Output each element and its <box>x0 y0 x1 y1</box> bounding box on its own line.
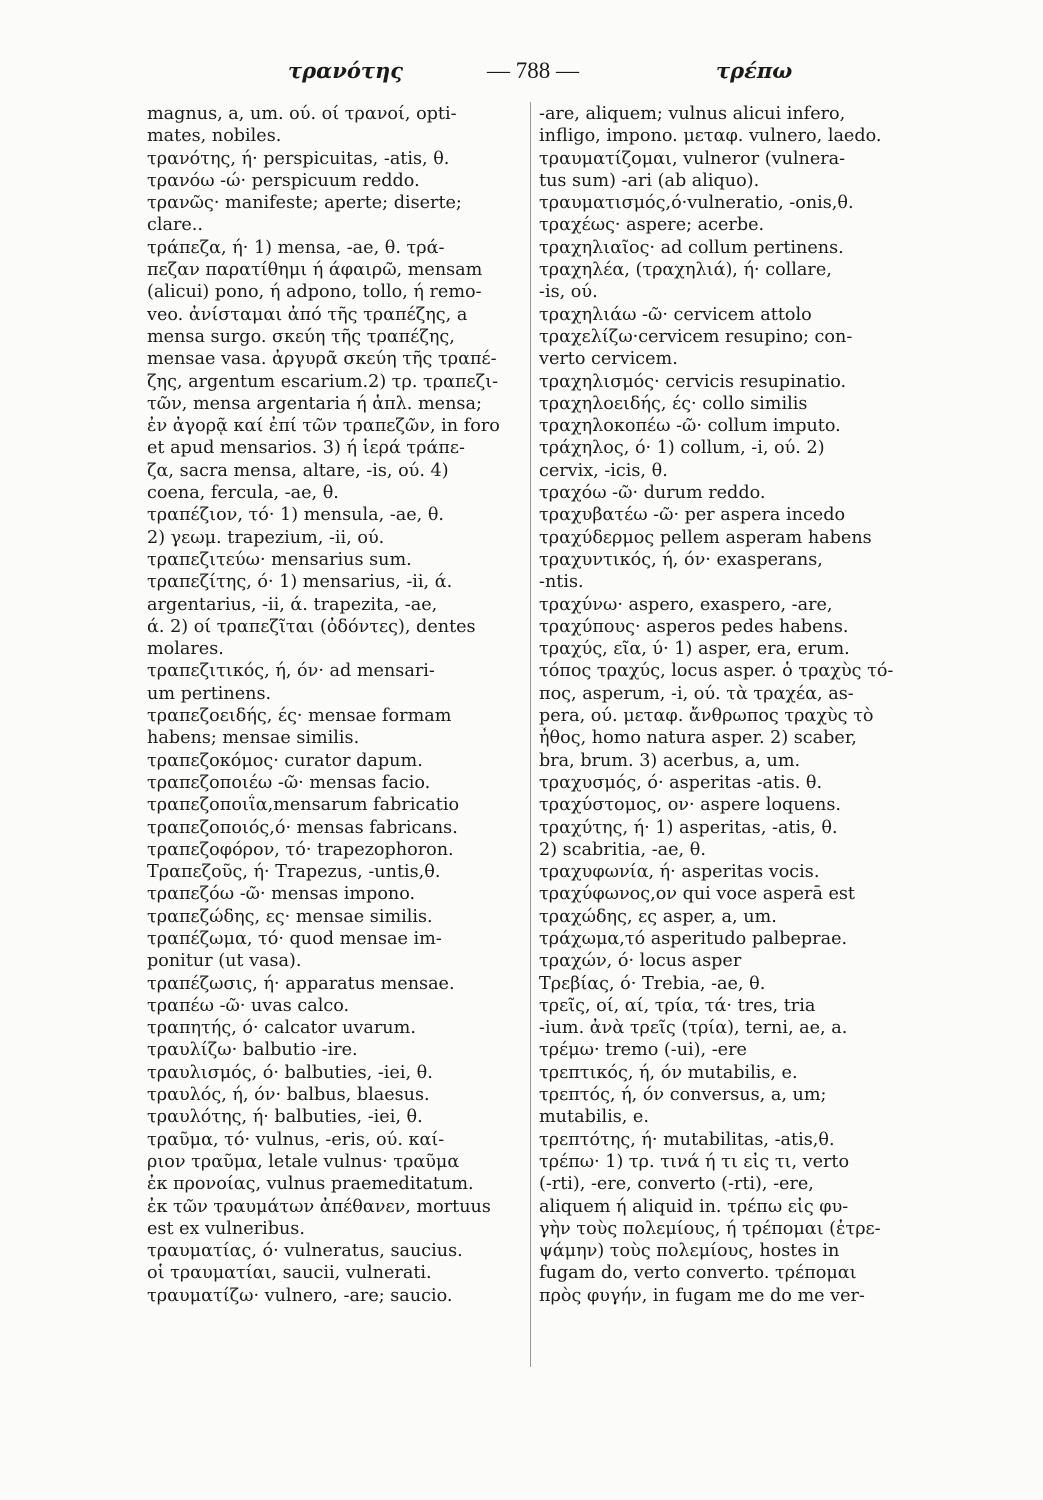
entry-line: (alicui) pono, ή adpono, tollo, ή remo- <box>147 282 482 303</box>
entry-line: Τραπεζοῦς, ή· Trapezus, -untis,θ. <box>147 862 441 883</box>
entry-line: ἐκ τῶν τραυμάτων ἀπέθανεν, mortuus <box>147 1196 491 1217</box>
entry-line: τραχύπους· asperos pedes habens. <box>539 616 849 637</box>
entry-line: τραχύδερμος pellem asperam habens <box>539 527 872 548</box>
entry-line: τραπέζωμα, τό· quod mensae im- <box>147 928 442 949</box>
entry-line: τραπεζώδης, ες· mensae similis. <box>147 906 433 927</box>
entry-line: τραυματίζομαι, vulneror (vulnera- <box>539 148 846 169</box>
entry-line: τραχηλιάω -ῶ· cervicem attolo <box>539 304 812 325</box>
entry-line: τραχυβατέω -ῶ· per aspera incedo <box>539 505 846 526</box>
entry-line: ἦθος, homo natura asper. 2) scaber, <box>539 728 857 749</box>
left-column <box>147 103 539 1307</box>
entry-line: τραπεζιτικός, ή, όν· ad mensari- <box>147 661 435 682</box>
right-guide-word: τρέπω <box>716 58 793 83</box>
entry-line: mutabilis, e. <box>539 1107 649 1128</box>
entry-line: τραχύτης, ή· 1) asperitas, -atis, θ. <box>539 817 838 838</box>
entry-line: bra, brum. 3) acerbus, a, um. <box>539 750 801 771</box>
entry-line: veo. ἀνίσταμαι ἀπό τῆς τραπέζης, a <box>147 304 468 325</box>
entry-line: τραπεζοποιΐα,mensarum fabricatio <box>147 795 460 816</box>
entry-line: πος, asperum, -i, ού. τὰ τραχέα, as- <box>539 683 854 704</box>
entry-line: τραχυφωνία, ή· asperitas vocis. <box>539 862 820 883</box>
entry-line: ἐκ προνοίας, vulnus praemeditatum. <box>147 1174 474 1195</box>
entry-line: ponitur (ut vasa). <box>147 951 302 972</box>
entry-line: τρανῶς· manifeste; aperte; diserte; <box>147 193 462 214</box>
entry-line: infligo, impono. μεταφ. vulnero, laedo. <box>539 126 882 147</box>
entry-line: aliquem ή aliquid in. τρέπω εἰς φυ- <box>539 1196 849 1217</box>
entry-line: τρεπτικός, ή, όν mutabilis, e. <box>539 1062 798 1083</box>
entry-line: pera, ού. μεταφ. ἄνθρωπος τραχὺς τὸ <box>539 706 874 727</box>
entry-line: 2) scabritia, -ae, θ. <box>539 839 706 860</box>
entry-line: verto cervicem. <box>539 349 678 370</box>
entry-line: τῶν, mensa argentaria ή ἁπλ. mensa; <box>147 393 482 414</box>
entry-line: τραπεζίτης, ό· 1) mensarius, -ii, ά. <box>147 572 453 593</box>
entry-line: τραχηλοκοπέω -ῶ· collum imputo. <box>539 416 841 437</box>
entry-line: τραχύς, εῖα, ύ· 1) asper, era, erum. <box>539 639 850 660</box>
entry-line: tus sum) -ari (ab aliquo). <box>539 170 760 191</box>
entry-line: et apud mensarios. 3) ή ἱερά τράπε- <box>147 438 465 459</box>
entry-line: τραπέζωσις, ή· apparatus mensae. <box>147 973 455 994</box>
entry-line: τραχηλιαῖος· ad collum pertinens. <box>539 237 844 258</box>
column-divider <box>530 102 531 1367</box>
entry-line: τραχελίζω·cervicem resupino; con- <box>539 326 853 347</box>
entry-line: τρεπτότης, ή· mutabilitas, -atis,θ. <box>539 1129 835 1150</box>
entry-line: τραπεζοποιός,ό· mensas fabricans. <box>147 817 458 838</box>
entry-line: Τρεβίας, ό· Trebia, -ae, θ. <box>539 973 766 994</box>
page-header <box>0 58 1043 98</box>
entry-line: τραυματισμός,ό·vulneratio, -onis,θ. <box>539 193 854 214</box>
entry-line: οἱ τραυματίαι, saucii, vulnerati. <box>147 1263 432 1284</box>
entry-line: ψάμην) τοὺς πολεμίους, hostes in <box>539 1241 840 1262</box>
entry-line: mensae vasa. ἀργυρᾶ σκεύη τῆς τραπέ- <box>147 349 497 370</box>
entry-line: um pertinens. <box>147 683 272 704</box>
entry-line: πρὸς φυγήν, in fugam me do me ver- <box>539 1285 865 1306</box>
entry-line: ζης, argentum escarium.2) τρ. τραπεζι- <box>147 371 499 392</box>
entry-line: magnus, a, um. ού. οί τρανοί, opti- <box>147 104 457 124</box>
entry-line: τραυματίας, ό· vulneratus, saucius. <box>147 1241 463 1262</box>
entry-line: τραχών, ό· locus asper <box>539 951 742 972</box>
entry-line: ά. 2) οί τραπεζῖται (ὀδόντες), dentes <box>147 616 476 637</box>
entry-line: τραχυσμός, ό· asperitas -atis. θ. <box>539 772 823 793</box>
entry-line: molares. <box>147 639 224 660</box>
entry-line: argentarius, -ii, ά. trapezita, -ae, <box>147 594 438 615</box>
entry-line: ριον τραῦμα, letale vulnus· τραῦμα <box>147 1151 460 1172</box>
entry-line: τραπέω -ῶ· uvas calco. <box>147 995 350 1016</box>
entry-line: τραυλός, ή, όν· balbus, blaesus. <box>147 1085 430 1106</box>
entry-line: mensa surgo. σκεύη τῆς τραπέζης, <box>147 326 455 347</box>
entry-line: τραχηλοειδής, ές· collo similis <box>539 393 808 414</box>
entry-line: τραχηλέα, (τραχηλιά), ή· collare, <box>539 260 832 281</box>
entry-line: τραπητής, ό· calcator uvarum. <box>147 1018 416 1039</box>
entry-line: τραῦμα, τό· vulnus, -eris, ού. καί- <box>147 1129 445 1150</box>
entry-line: τραυλισμός, ό· balbuties, -iei, θ. <box>147 1062 433 1083</box>
entry-line: τραχύστομος, ον· aspere loquens. <box>539 795 841 816</box>
entry-line: τραπεζοειδής, ές· mensae formam <box>147 706 452 727</box>
entry-line: τρέμω· tremo (-ui), -ere <box>539 1040 747 1061</box>
entry-line: τραπέζιον, τό· 1) mensula, -ae, θ. <box>147 505 445 526</box>
entry-line: -ium. ἀνὰ τρεῖς (τρία), terni, ae, a. <box>539 1018 848 1039</box>
entry-line: τραπεζοποιέω -ῶ· mensas facio. <box>147 772 431 793</box>
entry-line: τραυματίζω· vulnero, -are; saucio. <box>147 1285 453 1306</box>
entry-line: τραχυντικός, ή, όν· exasperans, <box>539 549 823 570</box>
entry-line: 2) γεωμ. trapezium, -ii, ού. <box>147 527 385 548</box>
entry-line: τρανότης, ή· perspicuitas, -atis, θ. <box>147 148 450 169</box>
entry-line: clare.. <box>147 215 203 236</box>
entry-line: (-rti), -ere, converto (-rti), -ere, <box>539 1174 814 1195</box>
entry-line: coena, fercula, -ae, θ. <box>147 483 339 504</box>
entry-line: cervix, -icis, θ. <box>539 460 668 481</box>
entry-line: τόπος τραχύς, locus asper. ὁ τραχὺς τό- <box>539 661 894 682</box>
entry-line: τραυλίζω· balbutio -ire. <box>147 1040 358 1061</box>
entry-line: est ex vulneribus. <box>147 1218 305 1239</box>
entry-line: τράχωμα,τό asperitudo palbeprae. <box>539 928 848 949</box>
page-number: — 788 — <box>487 58 579 83</box>
entry-line: -is, ού. <box>539 282 598 303</box>
entry-line: τραπεζόω -ῶ· mensas impono. <box>147 884 416 905</box>
entry-line: τράχηλος, ό· 1) collum, -i, ού. 2) <box>539 438 825 459</box>
entry-line: τραπεζοφόρον, τό· trapezophoron. <box>147 839 454 860</box>
entry-line: -ntis. <box>539 572 584 593</box>
entry-line: τρεπτός, ή, όν conversus, a, um; <box>539 1085 827 1106</box>
entry-line: ἐν ἀγορᾷ καί ἐπί τῶν τραπεζῶν, in foro <box>147 416 500 437</box>
entry-line: τραχύνω· aspero, exaspero, -are, <box>539 594 833 615</box>
entry-line: τρεῖς, οί, αί, τρία, τά· tres, tria <box>539 995 816 1016</box>
entry-line: -are, aliquem; vulnus alicui infero, <box>539 104 846 124</box>
left-guide-word: τρανότης <box>288 58 404 83</box>
right-column <box>539 103 931 1307</box>
entry-line: τραχόω -ῶ· durum reddo. <box>539 483 766 504</box>
entry-line: fugam do, verto converto. τρέπομαι <box>539 1263 857 1284</box>
entry-line: γὴν τοὺς πολεμίους, ή τρέπομαι (ἐτρε- <box>539 1218 881 1239</box>
entry-line: τρανόω -ώ· perspicuum reddo. <box>147 170 420 191</box>
entry-line: τραχώδης, ες asper, a, um. <box>539 906 777 927</box>
entry-line: πεζαν παρατίθημι ή άφαιρῶ, mensam <box>147 260 483 281</box>
entry-line: τρέπω· 1) τρ. τινά ή τι εἰς τι, verto <box>539 1151 850 1172</box>
entry-line: ζα, sacra mensa, altare, -is, ού. 4) <box>147 460 449 481</box>
entry-line: τραυλότης, ή· balbuties, -iei, θ. <box>147 1107 423 1128</box>
entry-line: mates, nobiles. <box>147 126 282 147</box>
entry-line: τραπεζιτεύω· mensarius sum. <box>147 549 412 570</box>
entry-line: τραπεζοκόμος· curator dapum. <box>147 750 423 771</box>
entry-line: τράπεζα, ή· 1) mensa, -ae, θ. τρά- <box>147 237 445 258</box>
entry-line: habens; mensae similis. <box>147 728 360 749</box>
entry-line: τραχηλισμός· cervicis resupinatio. <box>539 371 847 392</box>
entry-line: τραχύφωνος,ον qui voce asperā est <box>539 884 855 905</box>
entry-line: τραχέως· aspere; acerbe. <box>539 215 765 236</box>
